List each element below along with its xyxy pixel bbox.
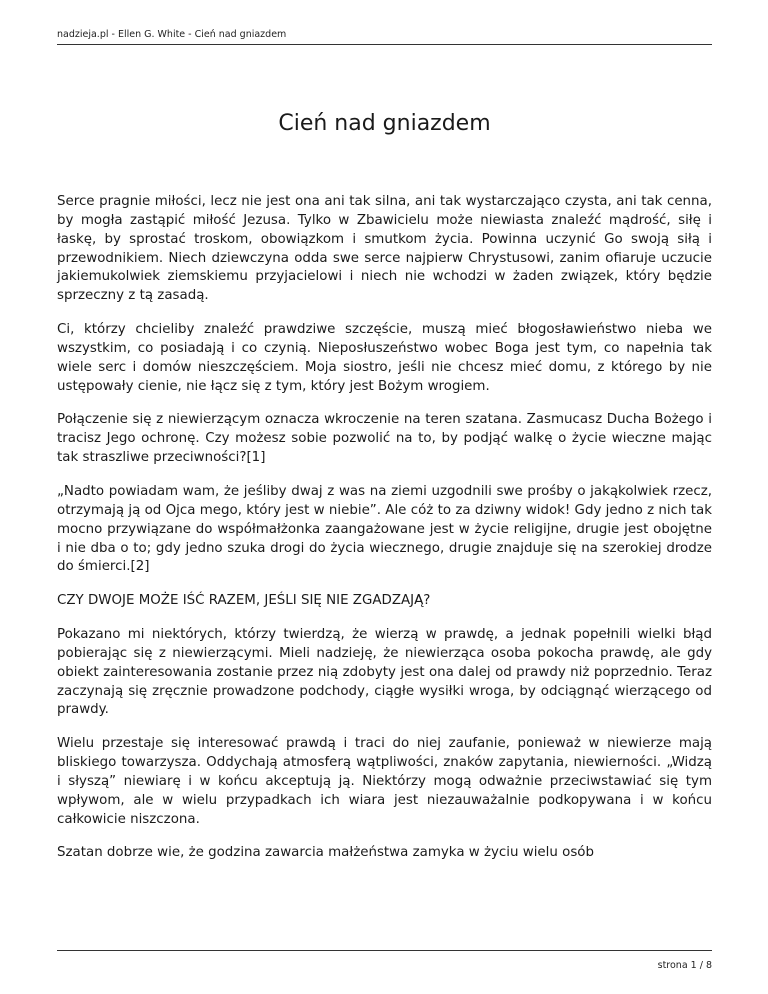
paragraph: Serce pragnie miłości, lecz nie jest ona ani tak silna, ani tak wystarczająco czysta, ani tak cenna, by mogła zastąpić miłość Jezusa. Tylko w Zbawicielu może niewiasta znaleźć mądrość, siłę i łaskę, by sprostać troskom, obowiązkom i smutkom życia. Powinna uczynić Go swoją siłą i przewodnikiem. Niech dziewczyna odda swe serce najpierw Chrystusowi, zanim ofiaruje uczucie jakiemukolwiek ziemskiemu przyjacielowi i niech nie wchodzi w żaden związek, który będzie sprzeczny z tą zasadą.: [57, 194, 712, 304]
paragraph: Wielu przestaje się interesować prawdą i traci do niej zaufanie, ponieważ w niewierze mają bliskiego towarzysza. Oddychają atmosferą wątpliwości, znaków zapytania, niewierności. „Widzą i słyszą” niewiarę i w końcu akceptują ją. Niektórzy mogą odważnie przeciwstawiać się tym wpływom, ale w wielu przypadkach ich wiara jest niezauważalnie podkopywana i w końcu całkowicie niszczona.: [57, 736, 712, 827]
paragraph: Ci, którzy chcieliby znaleźć prawdziwe szczęście, muszą mieć błogosławieństwo nieba we wszystkim, co posiadają i co czynią. Nieposłuszeństwo wobec Boga jest tym, co napełnia tak wiele serc i domów nieszczęściem. Moja siostro, jeśli nie chcesz mieć domu, z którego by nie ustępowały cienie, nie łącz się z tym, który jest Bożym wrogiem.: [57, 322, 712, 394]
paragraph: Połączenie się z niewierzącym oznacza wkroczenie na teren szatana. Zasmucasz Ducha Bożego i tracisz Jego ochronę. Czy możesz sobie pozwolić na to, by podjąć walkę o życie wieczne mając tak straszliwe przeciwności?[1]: [57, 412, 712, 466]
paragraph: Szatan dobrze wie, że godzina zawarcia małżeństwa zamyka w życiu wielu osób: [57, 845, 594, 861]
page-number: strona 1 / 8: [657, 960, 712, 971]
document-body: [57, 193, 712, 878]
running-header: nadzieja.pl - Ellen G. White - Cień nad gniazdem: [57, 29, 287, 40]
paragraph: „Nadto powiadam wam, że jeśliby dwaj z was na ziemi uzgodnili swe prośby o jakąkolwiek rzecz, otrzymają ją od Ojca mego, który jest w niebie”. Ale cóż to za dziwny widok! Gdy jedno z nich tak mocno przywiązane do współmałżonka zaangażowane jest w życie religijne, drugie jest obojętne i nie dba o to; gdy jedno szuka drogi do życia wiecznego, drugie znajduje się na szerokiej drodze do śmierci.[2]: [57, 483, 712, 575]
document-title: Cień nad gniazdem: [278, 111, 491, 136]
footer-divider: [57, 950, 712, 951]
header-divider: [57, 44, 712, 45]
paragraph: Pokazano mi niektórych, którzy twierdzą, że wierzą w prawdę, a jednak popełnili wielki błąd pobierając się z niewierzącymi. Mieli nadzieję, że niewierząca osoba pokocha prawdę, ale gdy obiekt zainteresowania zostanie przez nią zdobyty jest ona dalej od prawdy niż poprzednio. Teraz zaczynają się zręcznie prowadzone podchody, ciągłe wysiłki wroga, by odciągnąć wierzącego od prawdy.: [57, 627, 712, 718]
section-heading: CZY DWOJE MOŻE IŚĆ RAZEM, JEŚLI SIĘ NIE ZGADZAJĄ?: [57, 593, 431, 609]
